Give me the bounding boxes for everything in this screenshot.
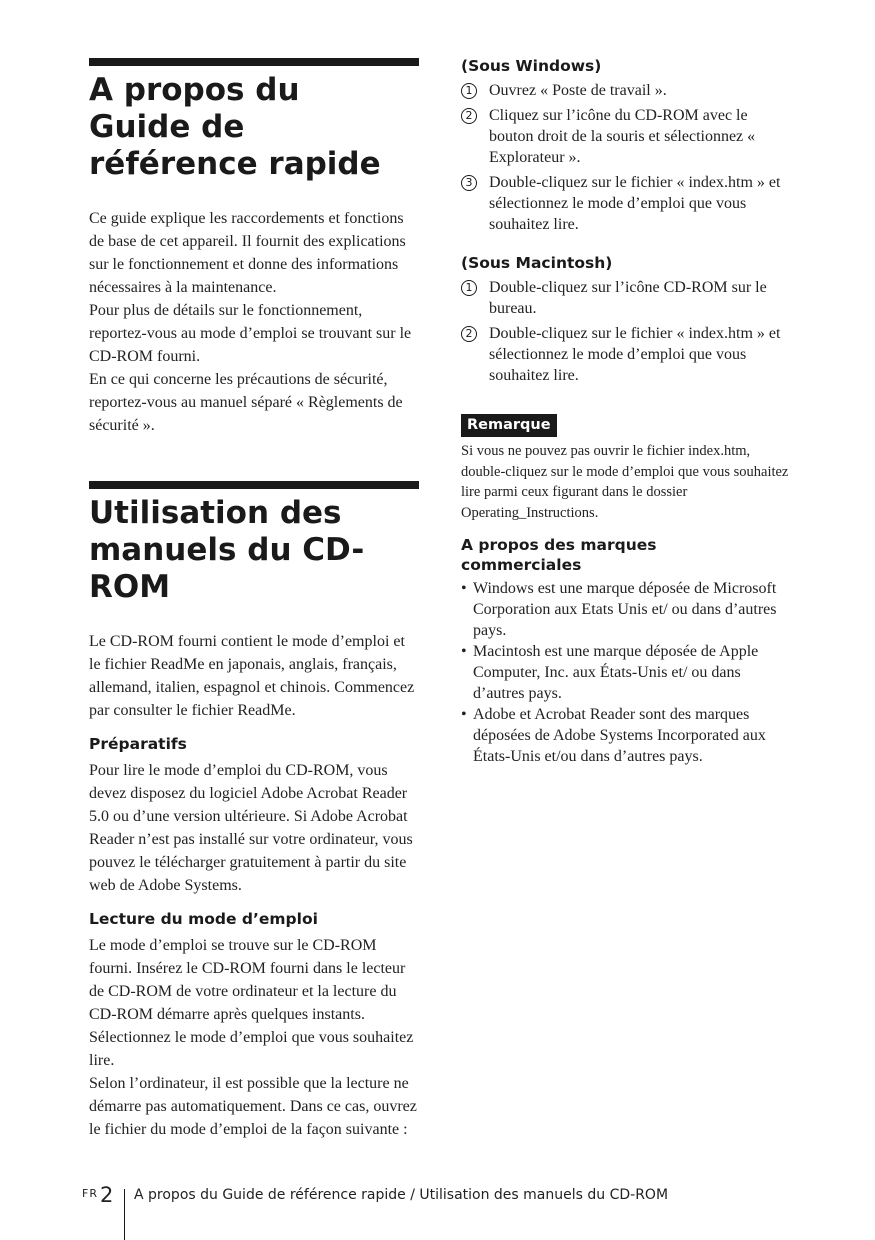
step-text: Double-cliquez sur l’icône CD-ROM sur le bureau. <box>489 279 767 317</box>
section-rule <box>89 481 419 489</box>
mac-steps <box>461 277 791 386</box>
paragraph: Pour plus de détails sur le fonctionnement, reportez-vous au mode d’emploi se trouvant sur le CD-ROM fourni. <box>89 302 412 365</box>
section-title-cdrom: Utilisation des manuels du CD-ROM <box>89 495 365 605</box>
list-item <box>461 641 791 704</box>
subheading-macintosh: (Sous Macintosh) <box>461 254 613 272</box>
paragraph: Le CD-ROM fourni contient le mode d’emploi et le fichier ReadMe en japonais, anglais, français, allemand, italien, espagnol et chinois. Commencez par consulter le fichier ReadMe. <box>89 633 415 719</box>
paragraph: Le mode d’emploi se trouve sur le CD-ROM fourni. Insérez le CD-ROM fourni dans le lecteur de CD-ROM de votre ordinateur et la lecture du CD-ROM démarre après quelques instants. Sélectionnez le mode d’emploi que vous souhaitez lire. <box>89 937 414 1069</box>
step-text: Double-cliquez sur le fichier « index.htm » et sélectionnez le mode d’emploi que vous souhaitez lire. <box>489 325 781 384</box>
bullet-icon: • <box>461 643 467 660</box>
section-title-guide: A propos du Guide de référence rapide <box>89 72 381 182</box>
note-text: Si vous ne pouvez pas ouvrir le fichier index.htm, double-cliquez sur le mode d’emploi que vous souhaitez lire parmi ceux figurant dans le dossier Operating_Instructions. <box>461 443 789 521</box>
step-item <box>461 80 791 101</box>
step-text: Ouvrez « Poste de travail ». <box>489 82 667 99</box>
step-number: 1 <box>461 280 477 296</box>
windows-steps <box>461 80 791 235</box>
step-item <box>461 105 791 168</box>
footer-divider <box>124 1189 125 1240</box>
subheading-lecture: Lecture du mode d’emploi <box>89 910 318 928</box>
right-column <box>461 56 791 767</box>
bullet-icon: • <box>461 580 467 597</box>
subheading-windows: (Sous Windows) <box>461 57 602 75</box>
language-code: FR <box>82 1187 98 1200</box>
step-number: 3 <box>461 175 477 191</box>
page-footer <box>82 1183 802 1240</box>
running-title: A propos du Guide de référence rapide / Utilisation des manuels du CD-ROM <box>134 1187 669 1203</box>
step-text: Cliquez sur l’icône du CD-ROM avec le bouton droit de la souris et sélectionnez « Explorateur ». <box>489 107 756 166</box>
step-text: Double-cliquez sur le fichier « index.htm » et sélectionnez le mode d’emploi que vous souhaitez lire. <box>489 174 781 233</box>
section-rule <box>89 58 419 66</box>
paragraph: Pour lire le mode d’emploi du CD-ROM, vous devez disposez du logiciel Adobe Acrobat Reader 5.0 ou d’une version ultérieure. Si Adobe Acrobat Reader n’est pas installé sur votre ordinateur, vous pouvez le télécharger gratuitement à partir du site web de Adobe Systems. <box>89 762 413 894</box>
paragraph: Selon l’ordinateur, il est possible que la lecture ne démarre pas automatiquement. Dans ce cas, ouvrez le fichier du mode d’emploi de la façon suivante : <box>89 1075 417 1138</box>
paragraph: En ce qui concerne les précautions de sécurité, reportez-vous au manuel séparé « Règlements de sécurité ». <box>89 371 403 434</box>
list-item <box>461 704 791 767</box>
list-item-text: Adobe et Acrobat Reader sont des marques déposées de Adobe Systems Incorporated aux États-Unis et/ou dans d’autres pays. <box>473 706 766 765</box>
step-item <box>461 277 791 319</box>
step-item <box>461 172 791 235</box>
subheading-preparatifs: Préparatifs <box>89 735 187 753</box>
paragraph: Ce guide explique les raccordements et fonctions de base de cet appareil. Il fournit des explications sur le fonctionnement et donne des informations nécessaires à la maintenance. <box>89 210 406 296</box>
page-number: 2 <box>100 1183 114 1207</box>
subheading-trademarks: A propos des marques commerciales <box>461 536 657 574</box>
list-item-text: Windows est une marque déposée de Microsoft Corporation aux Etats Unis et/ ou dans d’autres pays. <box>473 580 777 639</box>
list-item <box>461 578 791 641</box>
note-badge: Remarque <box>461 414 557 437</box>
bullet-icon: • <box>461 706 467 723</box>
left-column <box>89 58 419 1141</box>
step-number: 2 <box>461 108 477 124</box>
list-item-text: Macintosh est une marque déposée de Apple Computer, Inc. aux États-Unis et/ ou dans d’autres pays. <box>473 643 759 702</box>
trademark-list <box>461 578 791 767</box>
step-number: 2 <box>461 326 477 342</box>
step-number: 1 <box>461 83 477 99</box>
step-item <box>461 323 791 386</box>
